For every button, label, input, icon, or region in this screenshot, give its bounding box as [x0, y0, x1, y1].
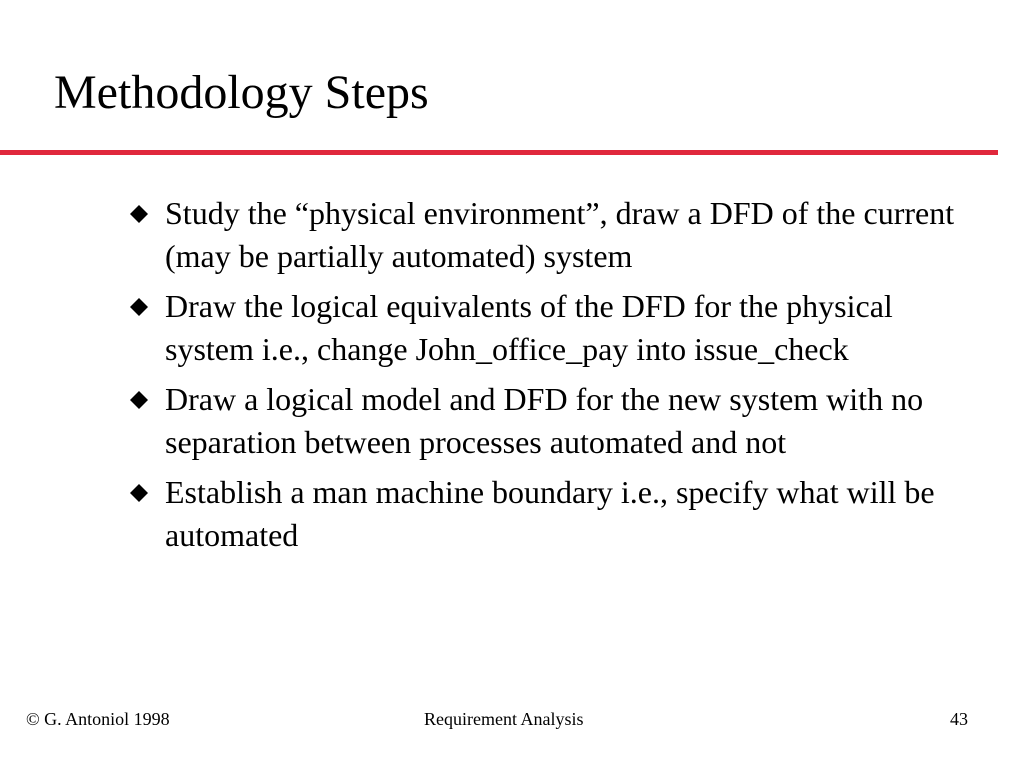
bullet-item [128, 285, 978, 371]
bullet-item [128, 192, 978, 278]
diamond-icon [130, 391, 148, 409]
bullet-item [128, 471, 978, 557]
diamond-icon [130, 298, 148, 316]
footer-copyright: © G. Antoniol 1998 [26, 709, 170, 729]
bullet-item [128, 378, 978, 464]
bullet-text: Establish a man machine boundary i.e., specify what will be automated [165, 474, 935, 553]
bullet-list [128, 192, 978, 564]
title-divider [0, 150, 998, 155]
bullet-text: Study the “physical environment”, draw a DFD of the current (may be partially automated) system [165, 195, 955, 274]
slide-title: Methodology Steps [54, 66, 429, 119]
page-number: 43 [950, 709, 968, 729]
bullet-text: Draw a logical model and DFD for the new system with no separation between processes automated and not [165, 381, 924, 460]
diamond-icon [130, 205, 148, 223]
diamond-icon [130, 484, 148, 502]
footer-course-title: Requirement Analysis [424, 709, 584, 729]
bullet-text: Draw the logical equivalents of the DFD for the physical system i.e., change John_office_pay into issue_check [165, 288, 893, 367]
